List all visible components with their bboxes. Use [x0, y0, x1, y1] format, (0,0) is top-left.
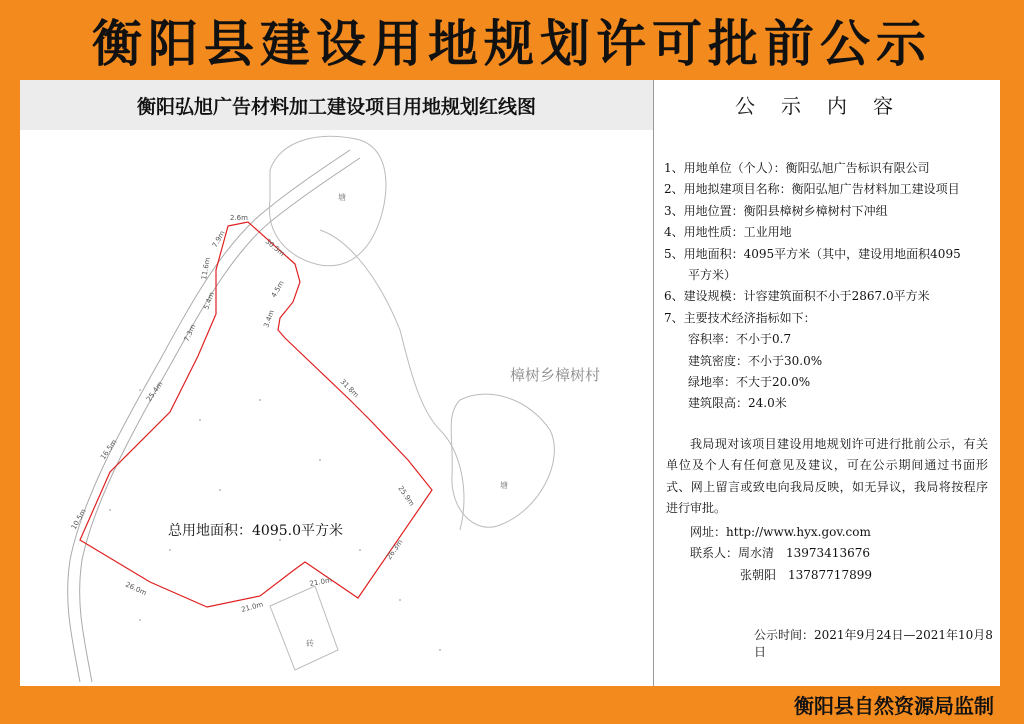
indicator-item: 建筑密度：不小于30.0% [688, 353, 823, 368]
contact-person-1: 联系人：周水清 13973413676 [690, 546, 870, 561]
dim-label-5: 25.9m [396, 484, 416, 508]
notice-panel [20, 80, 1000, 686]
dim-label-3: 3.4m [262, 309, 277, 329]
indicator-item: 绿地率：不大于20.0% [688, 375, 811, 390]
dim-label-1: 30.5m [263, 237, 287, 258]
building-label: 砖 [306, 639, 314, 648]
info-item: 6、建设规模：计容建筑面积不小于2867.0平方米 [664, 289, 930, 304]
map-area [20, 80, 653, 686]
footer [0, 686, 1024, 724]
info-header: 公示内容 [735, 94, 919, 118]
pond-south-label: 塘 [500, 481, 508, 490]
notice-paragraph: 我局现对该项目建设用地规划许可进行批前公示，有关单位及个人有任何意见及建议，可在公示期间通过书面形式、网上留言或致电向我局反映，如无异议，我局将按程序进行审批。 [666, 437, 988, 516]
info-item-continued: 平方米） [688, 268, 737, 283]
map-title: 衡阳弘旭广告材料加工建设项目用地规划红线图 [136, 95, 536, 118]
dim-label-9: 26.0m [124, 580, 148, 598]
pond-label: 塘 [338, 193, 346, 202]
info-item: 1、用地单位（个人）：衡阳弘旭广告标识有限公司 [664, 161, 930, 175]
dim-label-8: 21.0m [240, 600, 265, 614]
contact-person-2: 张朝阳 13787717899 [740, 567, 872, 582]
area-label: 总用地面积：4095.0平方米 [168, 523, 343, 539]
dim-label-15: 11.6m [200, 256, 212, 281]
map-header [20, 80, 653, 130]
survey-points [109, 389, 441, 651]
dim-label-12: 25.4m [145, 380, 165, 404]
info-item: 5、用地面积：4095平方米（其中，建设用地面积4095 [664, 246, 961, 261]
info-item: 4、用地性质：工业用地 [664, 225, 792, 240]
dim-label-13: 7.3m [182, 323, 198, 343]
title-bar [0, 0, 1024, 80]
dim-label-16: 7.9m [210, 229, 227, 249]
info-item: 3、用地位置：衡阳县樟树乡樟树村下冲组 [664, 203, 888, 218]
pond-outline [269, 136, 386, 266]
dim-label-14: 5.4m [202, 291, 217, 311]
dim-label-4: 31.8m [338, 377, 361, 400]
dim-label-10: 10.5m [69, 507, 88, 531]
page-title: 衡阳县建设用地规划许可批前公示 [92, 15, 932, 73]
dim-label-2: 4.5m [269, 279, 286, 299]
building-outline [270, 586, 338, 670]
pond-outline-south [451, 394, 554, 527]
dim-label-6: 26.3m [385, 538, 405, 562]
village-label: 樟树乡樟树村 [510, 366, 601, 384]
info-list [664, 158, 994, 415]
dim-label-11: 16.5m [99, 438, 119, 462]
info-panel [654, 80, 1000, 686]
indicator-item: 容积率：不小于0.7 [688, 332, 792, 347]
dim-label-0: 2.6m [230, 214, 248, 222]
website-link[interactable]: 网址：http://www.hyx.gov.com [690, 525, 871, 539]
site-plan-map [20, 130, 653, 686]
site-boundary [80, 222, 432, 607]
footer-supervisor: 衡阳县自然资源局监制 [794, 694, 994, 718]
dim-label-7: 21.0m [308, 576, 333, 588]
contact-block [690, 522, 990, 586]
publication-time: 公示时间：2021年9月24日—2021年10月8日 [754, 628, 993, 659]
indicator-item: 建筑限高：24.0米 [688, 396, 787, 411]
info-item: 2、用地拟建项目名称：衡阳弘旭广告材料加工建设项目 [664, 182, 960, 197]
road-line-outer [68, 150, 350, 682]
info-item: 7、主要技术经济指标如下： [664, 310, 816, 325]
